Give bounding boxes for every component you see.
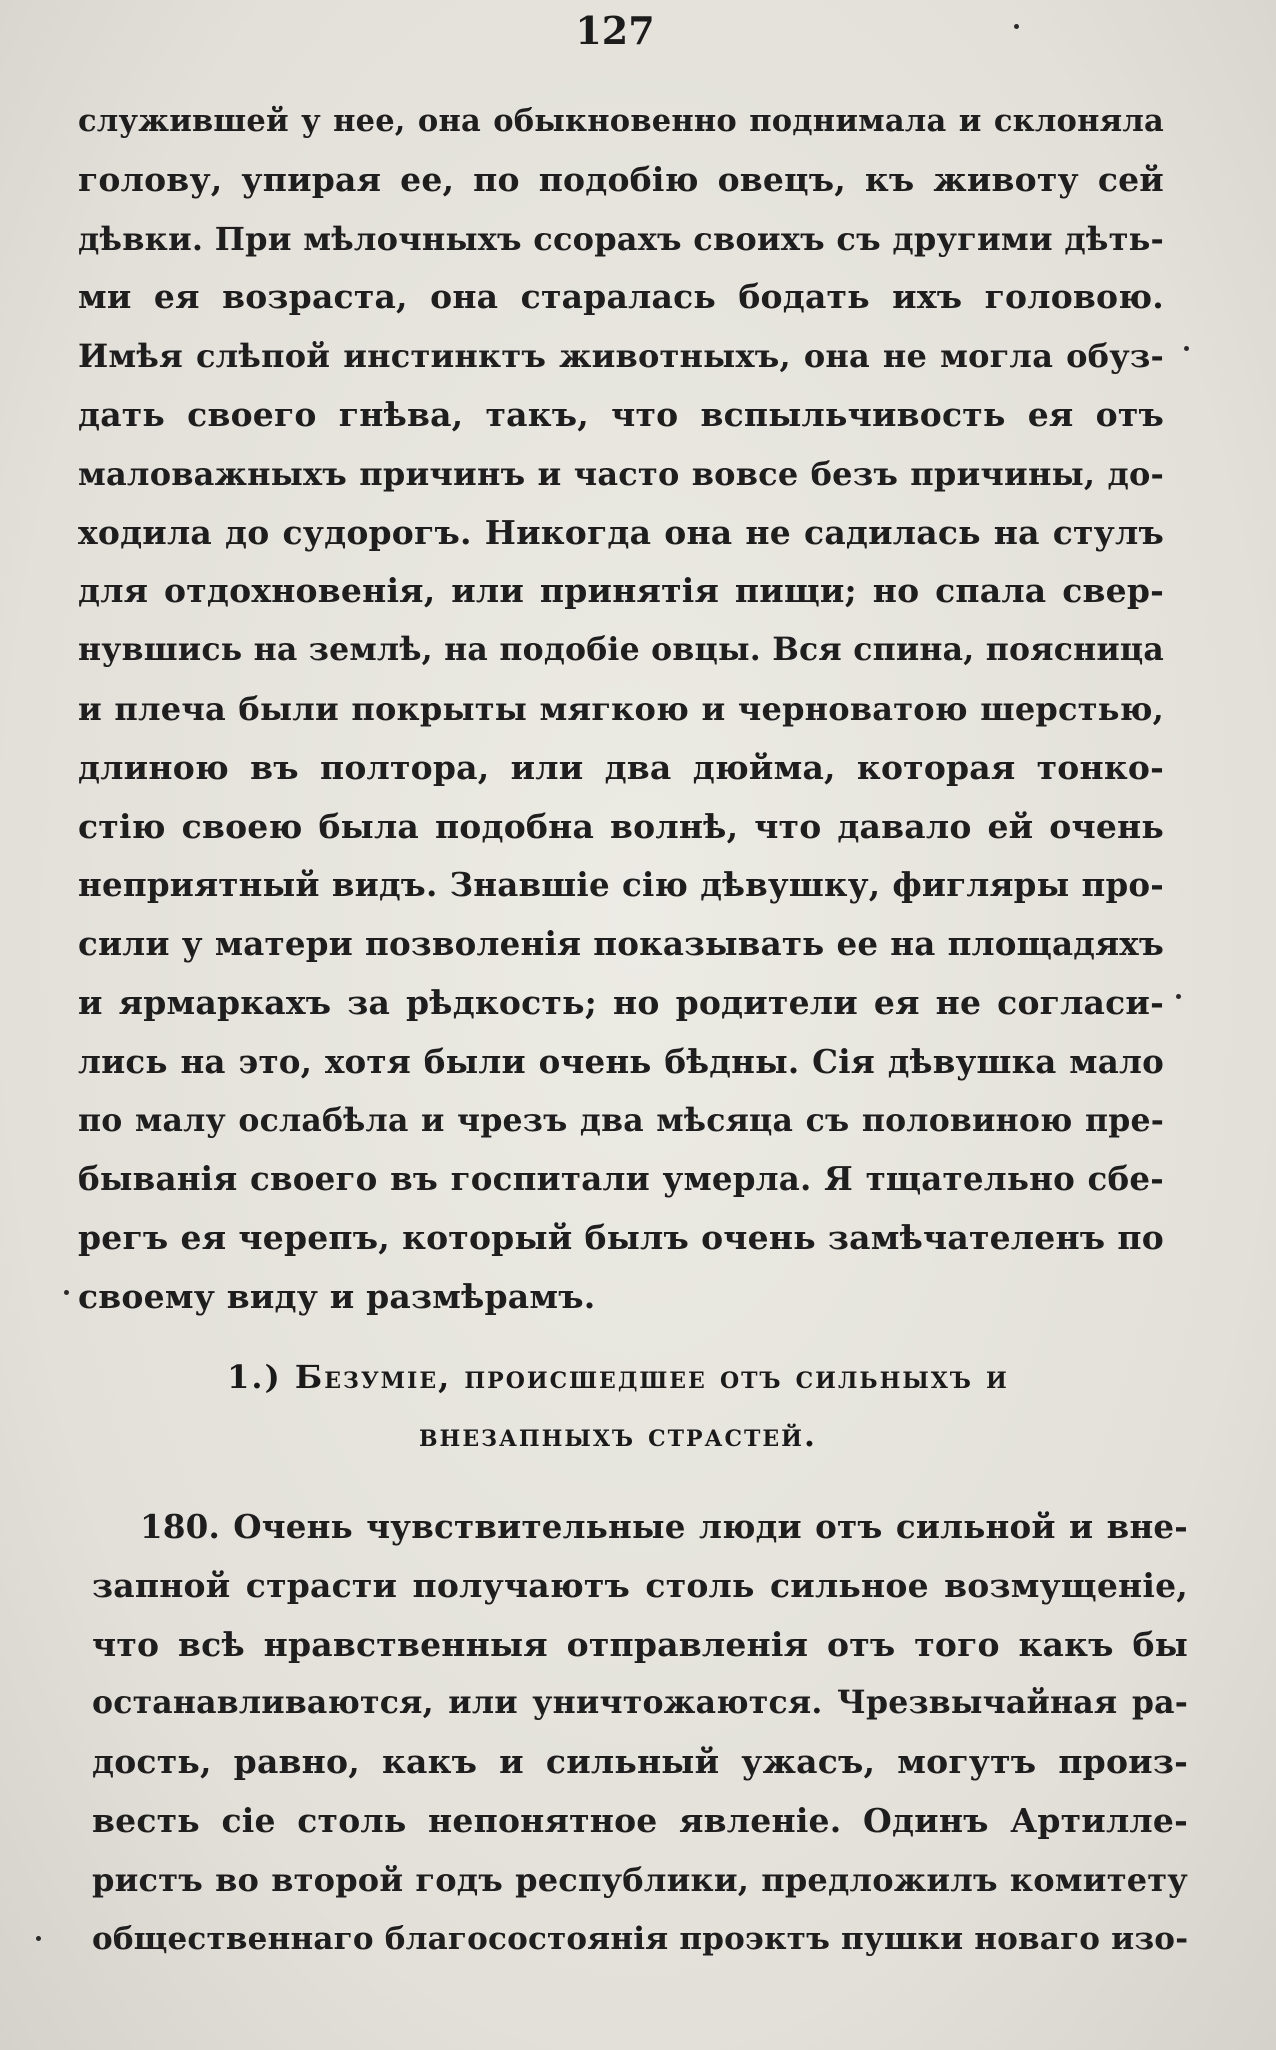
text-line: и ярмаркахъ за рѣдкость; но родители ея не согласи- bbox=[78, 982, 1164, 1022]
text-line: неприятный видъ. Знавшіе сію дѣвушку, фигляры про- bbox=[78, 865, 1164, 905]
paragraph-section-180 bbox=[92, 1498, 1188, 1968]
section-heading bbox=[0, 1348, 1276, 1464]
text-line: ходила до судорогъ. Никогда она не садилась на стулъ bbox=[78, 512, 1164, 552]
stray-ink-mark bbox=[1176, 994, 1181, 999]
text-line: сили у матери позволенія показывать ее на площадяхъ bbox=[78, 924, 1164, 964]
text-line: регъ ея черепъ, который былъ очень замѣчателенъ по bbox=[78, 1218, 1164, 1258]
text-line: 180. Очень чувствительные люди отъ сильной и вне- bbox=[140, 1507, 1188, 1546]
text-line: нувшись на землѣ, на подобіе овцы. Вся спина, поясница bbox=[78, 631, 1164, 669]
text-line: ми ея возраста, она старалась бодать ихъ головою. bbox=[78, 277, 1164, 317]
text-line: длиною въ полтора, или два дюйма, которая тонко- bbox=[78, 747, 1164, 787]
text-line: служившей у нее, она обыкновенно поднимала и склоняла bbox=[78, 103, 1164, 139]
text-line: останавливаются, или уничтожаются. Чрезвычайная ра- bbox=[92, 1684, 1188, 1722]
text-line: что всѣ нравственныя отправленія отъ того какъ бы bbox=[92, 1624, 1188, 1664]
section-heading-line: 1.) Безуміе, происшедшее отъ сильныхъ и bbox=[227, 1358, 1009, 1396]
text-line: для отдохновенія, или принятія пищи; но спала свер- bbox=[78, 571, 1164, 611]
text-line: запной страсти получаютъ столь сильное возмущеніе, bbox=[92, 1565, 1188, 1605]
stray-ink-mark bbox=[1184, 346, 1189, 351]
text-line: ристъ во второй годъ республики, предложилъ комитету bbox=[92, 1860, 1188, 1899]
text-line: маловажныхъ причинъ и часто вовсе безъ причины, до- bbox=[78, 454, 1164, 493]
section-heading-line: внезапныхъ страстей. bbox=[418, 1416, 818, 1454]
text-line: по малу ослабѣла и чрезъ два мѣсяца съ половиною пре- bbox=[78, 1101, 1164, 1139]
text-line: своему виду и размѣрамъ. bbox=[78, 1276, 596, 1316]
text-line: стію своею была подобна волнѣ, что давало ей очень bbox=[78, 806, 1164, 846]
stray-ink-mark bbox=[1014, 24, 1019, 29]
text-line: лись на это, хотя были очень бѣдны. Сія дѣвушка мало bbox=[78, 1041, 1164, 1081]
stray-ink-mark bbox=[36, 1936, 41, 1941]
page-number: 127 bbox=[575, 8, 655, 53]
text-line: быванія своего въ госпитали умерла. Я тщательно сбе- bbox=[78, 1159, 1164, 1199]
stray-ink-mark bbox=[64, 1290, 69, 1295]
text-line: Имѣя слѣпой инстинктъ животныхъ, она не могла обуз- bbox=[78, 337, 1164, 376]
text-line: и плеча были покрыты мягкою и черноватою шерстью, bbox=[78, 689, 1164, 728]
text-line: голову, упирая ее, по подобію овецъ, къ животу сей bbox=[78, 159, 1164, 199]
text-line: дость, равно, какъ и сильный ужасъ, могутъ произ- bbox=[92, 1742, 1188, 1782]
text-line: дѣвки. При мѣлочныхъ ссорахъ своихъ съ другими дѣть- bbox=[78, 219, 1164, 258]
text-line: весть сіе столь непонятное явленіе. Одинъ Артилле- bbox=[92, 1800, 1188, 1840]
text-line: дать своего гнѣва, такъ, что вспыльчивость ея отъ bbox=[78, 394, 1164, 434]
text-line: общественнаго благосостоянія проэктъ пушки новаго изо- bbox=[92, 1920, 1189, 1957]
paragraph-continuation bbox=[78, 92, 1164, 1327]
